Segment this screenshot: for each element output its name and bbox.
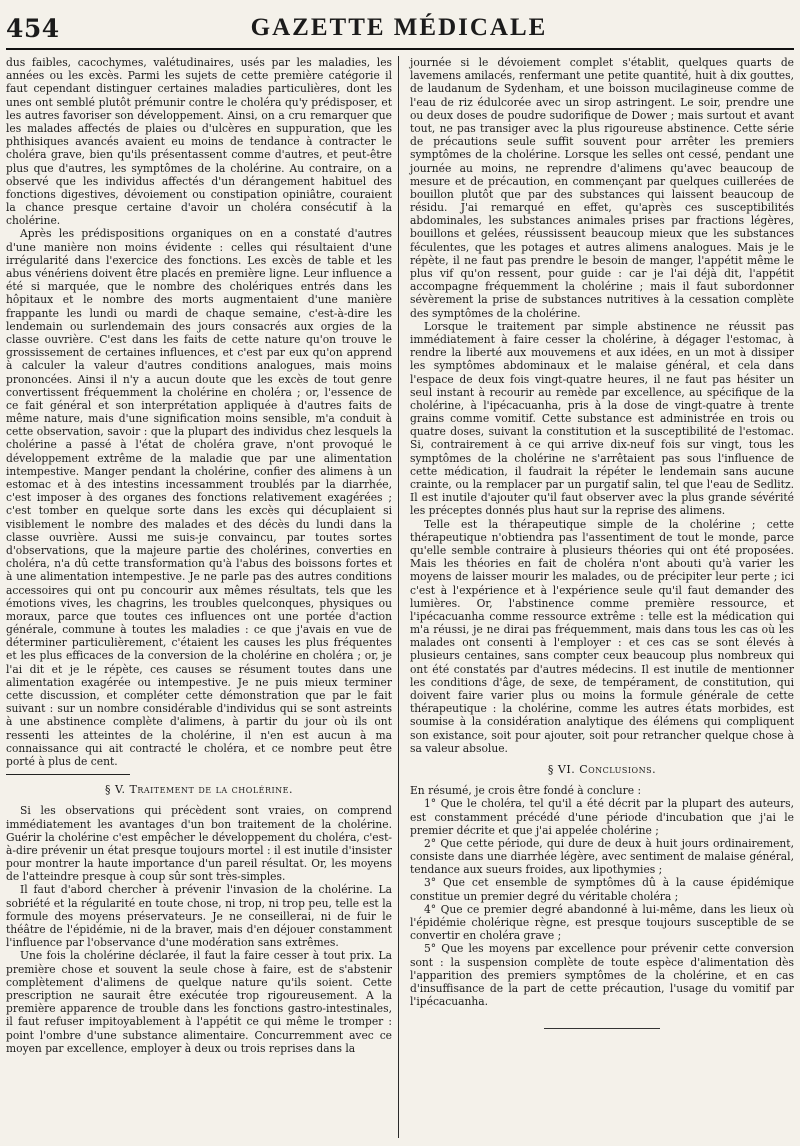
section-heading	[410, 763, 794, 776]
paragraph: Telle est la thérapeutique simple de la cholérine ; cette thérapeutique n'obtiendra pas l'assentiment de tout le monde, parce qu'elle semble contraire à plusieurs théories qui ont été proposées. Mais les théories en fait de choléra n'ont abouti qu'à varier les moyens de laisser mourir les malades, ou de précipiter leur perte ; ici c'est à l'expérience et à l'expérience seule qu'il faut demander des lumières. Or, l'abstinence comme première ressource, et l'ipécacuanha comme ressource extrême : telle est la médication qui m'a réussi, je ne dirai pas fréquemment, mais dans tous les cas où les malades ont consenti à l'employer : et ces cas se sont élevés à plusieurs centaines, sans compter ceux beaucoup plus nombreux qui ont été constatés par d'autres médecins. Il est inutile de mentionner les conditions d'âge, de sexe, de tempérament, de constitution, qui doivent faire varier plus ou moins la formule générale de cette thérapeutique : la cholérine, comme les autres états morbides, est soumise à la considération analytique des élémens qui compliquent son existance, soit pour ajouter, soit pour retrancher quelque chose à sa valeur absolue.	[410, 517, 794, 755]
paragraph: Une fois la cholérine déclarée, il faut la faire cesser à tout prix. La première chose et souvent la seule chose à faire, est de s'abstenir complètement d'alimens de quelque nature qu'ils soient. Cette prescription ne saurait être exécutée trop rigoureusement. A la première apparence de trouble dans les fonctions gastro-intestinales, il faut refuser impitoyablement à l'appétit ce qui même le tromper : point l'ombre d'une substance alimentaire. Concurremment avec ce moyen par excellence, employer à deux ou trois reprises dans la	[6, 949, 392, 1055]
section-title: Conclusions.	[579, 762, 657, 776]
section-number: § VI.	[547, 762, 576, 776]
right-column	[410, 56, 794, 1029]
paragraph: dus faibles, cacochymes, valétudinaires, usés par les maladies, les années ou les excès. Parmi les sujets de cette première catégorie il faut cependant distinguer certaines maladies particulières, dont les unes ont semblé plutôt prémunir contre le choléra qu'y prédisposer, et les autres favoriser son développement. Ainsi, on a cru remarquer que les malades affectés de plaies ou d'ulcères en suppuration, que les phthisiques avancés avaient eu moins de tendance à contracter le choléra grave, bien qu'ils présentassent comme d'autres, et peut-être plus que d'autres, les symptômes de la cholérine. Au contraire, on a observé que les individus affectés d'un dérangement habituel des fonctions digestives, dévoiement ou constipation opiniâtre, couraient la chance presque certaine d'avoir un choléra consécutif à la cholérine.	[6, 56, 392, 228]
conclusion-item: 3° Que cet ensemble de symptômes dû à la cause épidémique constitue un premier degré du véritable choléra ;	[410, 876, 794, 903]
header-rule	[6, 48, 794, 50]
section-number: § V.	[104, 783, 126, 797]
journal-title: GAZETTE MÉDICALE	[250, 14, 548, 41]
conclusion-item: 2° Que cette période, qui dure de deux à huit jours ordinairement, consiste dans une diarrhée légère, avec sentiment de malaise général, tendance aux sueurs froides, aux lipothymies ;	[410, 836, 794, 877]
conclusion-item: 5° Que les moyens par excellence pour prévenir cette conversion sont : la suspension complète de toute espèce d'alimentation dès l'apparition des premiers symptômes de la cholérine, et en cas d'insuffisance de la part de cette précaution, l'usage du vomitif par l'ipécacuanha.	[410, 942, 794, 1009]
paragraph: journée si le dévoiement complet s'établit, quelques quarts de lavemens amilacés, renfermant une petite quantité, huit à dix gouttes, de laudanum de Sydenham, et une boisson mucilagineuse comme de l'eau de riz édulcorée avec un sirop astringent. Le soir, prendre une ou deux doses de poudre sudorifique de Dower ; mais surtout et avant tout, ne pas transiger avec la plus rigoureuse abstinence. Cette série de précautions seule suffit souvent pour arrêter les premiers symptômes de la cholérine. Lorsque les selles ont cessé, pendant une journée au moins, ne reprendre d'alimens qu'avec beaucoup de mesure et de précaution, en commençant par quelques cuillerées de bouillon plutôt que par des substances qui laissent beaucoup de résidu. J'ai remarqué en effet, qu'après ces susceptibilités abdominales, les substances animales prises par fractions légères, bouillons et gelées, réussissent beaucoup mieux que les substances féculentes, que les potages et autres alimens analogues. Mais je le répète, il ne faut pas prendre le besoin de manger, l'appétit même le plus vif qu'on ressent, pour guide : car je l'ai déjà dit, l'appétit accompagne fréquemment la cholérine ; mais il faut subordonner sévèrement la prise de substances nutritives à la cessation complète des symptômes de la cholérine.	[410, 56, 794, 320]
column-divider	[398, 56, 399, 1138]
conclusion-item: 4° Que ce premier degré abandonné à lui-même, dans les lieux où l'épidémie cholérique règne, est presque toujours susceptible de se convertir en choléra grave ;	[410, 902, 794, 943]
conclusions-list	[410, 784, 794, 1008]
conclusion-intro: En résumé, je crois être fondé à conclure :	[410, 784, 642, 798]
page-number: 454	[6, 14, 60, 43]
divider	[6, 774, 130, 775]
paragraph: Après les prédispositions organiques on en a constaté d'autres d'une manière non moins évidente : celles qui résultaient d'une irrégularité dans l'exercice des fonctions. Les excès de table et les abus vénériens doivent être placés en première ligne. Leur influence a été si marquée, que le nombre des cholériques entrés dans les hôpitaux et le nombre des morts augmentaient d'une manière frappante les lundi ou mardi de chaque semaine, c'est-à-dire les lendemain ou surlendemain des jours consacrés aux orgies de la classe ouvrière. C'est dans les faits de cette nature qu'on trouve le grossissement de certaines influences, et c'est par eux qu'on apprend à calculer la valeur d'autres conditions analogues, mais moins prononcées. Ainsi il n'y a aucun doute que les excès de tout genre convertissent fréquemment la cholérine en choléra ; or, l'essence de ce fait général et son interprétation appliquée à d'autres faits de même nature, mais d'une signification moins sensible, m'a conduit à cette observation, savoir : que la plupart des individus chez lesquels la cholérine a passé à l'état de choléra grave, n'ont provoqué le développement extrême de la maladie que par une alimentation intempestive. Manger pendant la cholérine, confier des alimens à un estomac et à des intestins incessamment troublés par la diarrhée, c'est imposer à des organes des fonctions relativement exagérées ; c'est tomber en quelque sorte dans les excès qui décuplaient si visiblement le nombre des malades et des décès du lundi dans la classe ouvrière. Aussi me suis-je convaincu, par toutes sortes d'observations, que la majeure partie des cholérines, converties en choléra, n'a dû cette transformation qu'à l'abus des boissons fortes et à une alimentation intempestive. Je ne parle pas des autres conditions accessoires qui ont pu concourir aux mêmes résultats, tels que les émotions vives, les chagrins, les troubles quelconques, physiques ou moraux, parce que toutes ces influences ont une portée d'action générale, commune à toutes les maladies : ce que j'avais en vue de déterminer particulièrement, c'étaient les causes les plus fréquentes et les plus efficaces de la conversion de la cholérine en choléra ; or, je l'ai dit et je le répète, ces causes se résument toutes dans une alimentation exagérée ou intempestive. Je ne puis mieux terminer cette discussion, et compléter cette démonstration que par le fait suivant : sur un nombre considérable d'individus qui se sont astreints à une abstinence complète d'alimens, à partir du jour où ils ont ressenti les atteintes de la cholérine, il n'en est aucun à ma connaissance qui ait contracté le choléra, et ce nombre peut être porté à plus de cent.	[6, 227, 392, 768]
section-title: Traitement de la cholérine.	[129, 783, 294, 797]
left-column	[6, 56, 392, 1055]
paragraph: Si les observations qui précèdent sont vraies, on comprend immédiatement les avantages d'un bon traitement de la cholérine. Guérir la cholérine c'est empêcher le développement du choléra, c'est-à-dire prévenir un état presque toujours mortel : il est inutile d'insister pour montrer la haute importance d'un pareil résultat. Or, les moyens de l'atteindre presque à coup sûr sont très-simples.	[6, 804, 392, 884]
end-rule	[544, 1028, 659, 1029]
page-header	[6, 14, 792, 48]
conclusion-item: 1° Que le choléra, tel qu'il a été décrit par la plupart des auteurs, est constamment précédé d'une période d'incubation que j'ai le premier décrite et que j'ai appelée cholérine ;	[410, 797, 794, 837]
section-heading	[6, 783, 392, 796]
paragraph: Il faut d'abord chercher à prévenir l'invasion de la cholérine. La sobriété et la régularité en toute chose, ni trop, ni trop peu, telle est la formule des moyens préservateurs. Je ne conseillerai, ni de fuir le théâtre de l'épidémie, ni de la braver, mais d'en déjouer constamment l'influence par l'observance d'une modération sans extrêmes.	[6, 883, 392, 950]
paragraph: Lorsque le traitement par simple abstinence ne réussit pas immédiatement à faire cesser la cholérine, à dégager l'estomac, à rendre la liberté aux mouvemens et aux idées, en un mot à dissiper les symptômes abdominaux et le malaise général, et cela dans l'espace de deux fois vingt-quatre heures, il ne faut pas hésiter un seul instant à recourir au remède par excellence, au spécifique de la cholérine, à l'ipécacuanha, pris à la dose de vingt-quatre à trente grains comme vomitif. Cette substance est administrée en trois ou quatre doses, suivant la constitution et la susceptibilité de l'estomac. Si, contrairement à ce qui arrive dix-neuf fois sur vingt, tous les symptômes de la cholérine ne s'arrêtaient pas sous l'influence de cette médication, il faudrait la répéter le lendemain sans aucune crainte, ou la remplacer par un purgatif salin, tel que l'eau de Sedlitz. Il est inutile d'ajouter qu'il faut observer avec la plus grande sévérité les préceptes donnés plus haut sur la reprise des alimens.	[410, 319, 794, 518]
